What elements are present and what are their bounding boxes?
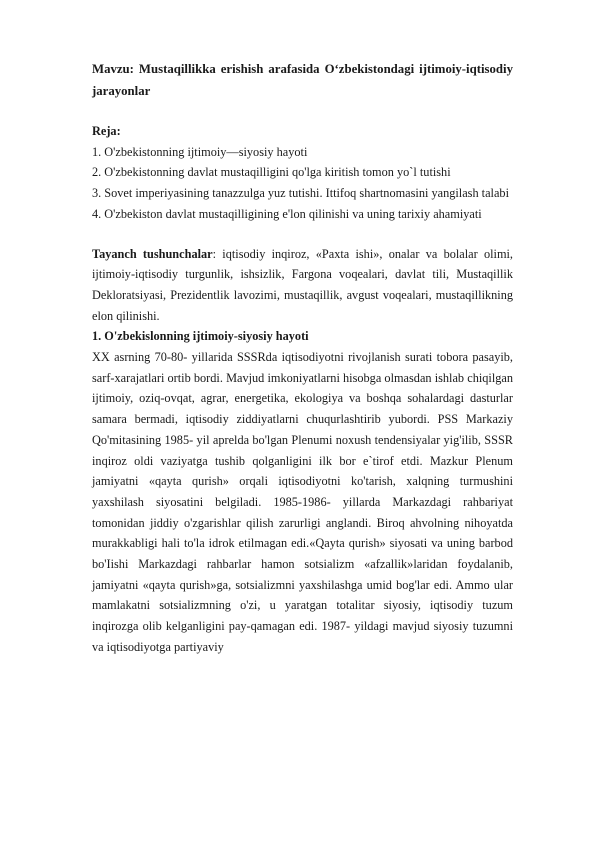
key-terms-label: Tayanch tushunchalar (92, 246, 213, 261)
document-page (92, 59, 513, 658)
plan-item-3: 3. Sovet imperiyasining tanazzulga yuz tutishi. Ittifoq shartnomasini yangilash talabi (92, 186, 509, 201)
plan-heading: Reja: (92, 124, 121, 138)
spacer (92, 102, 513, 121)
document-title: Mavzu: Mustaqillikka erishish arafasida O‘zbekistondagi ijtimoiy-iqtisodiy jarayonlar (92, 62, 513, 98)
plan-item-2: 2. O'zbekistonning davlat mustaqilligini qo'lga kiritish tomon yo`l tutishi (92, 165, 451, 180)
section-heading: 1. O'zbekislonning ijtimoiy-siyosiy hayoti (92, 329, 309, 344)
key-terms-text: : iqtisodiy inqiroz, «Paxta ishi», onalar va bolalar olimi, ijtimoiy-iqtisodiy turgunlik, ishsizlik, Fargona voqealari, davlat tili, Mustaqillik Dekloratsiyasi, Prezidentlik lavozimi, mustaqillik, avgust voqealari, mustaqillikning elon qilinishi. (92, 246, 513, 323)
plan-item-4: 4. O'zbekiston davlat mustaqilligining e'lon qilinishi va uning tarixiy ahamiyati (92, 206, 482, 221)
plan-item-1: 1. O'zbekistonning ijtimoiy—siyosiy hayoti (92, 144, 308, 159)
spacer (92, 225, 513, 244)
key-terms-paragraph (92, 244, 513, 327)
section-body: XX asrning 70-80- yillarida SSSRda iqtisodiyotni rivojlanish surati tobora pasayib, sarf-xarajatlari ortib bordi. Mavjud imkoniyatlarni hisobga olmasdan ishlab chiqilgan ijtimoiy, oziq-ovqat, agrar, energetika, ekologiya va boshqa sohalardagi dasturlar samara bermadi, iqtisodiy ziddiyatlarni chuqurlashtirib yubordi. PSS Markaziy Qo'mitasining 1985- yil aprelda bo'lgan Plenumi noxush tendensiyalar yig'ilib, SSSR inqiroz oldi vaziyatga tushib qolganligini ilk bor e`tirof etdi. Mazkur Plenum jamiyatni «qayta qurish» orqali iqtisodiyotni ko'tarish, xalqning turmushini yaxshilash siyosatini belgiladi. 1985-1986- yillarda Markazdagi rahbariyat tomonidan jiddiy o'zgarishlar qilish zarurligi anglandi. Biroq ahvolning nihoyatda murakkabligi hali to'la idrok etilmagan edi.«Qayta qurish» siyosati va uning barbod bo'Iishi Markazdagi rahbarlar hamon sotsializm «afzallik»laridan foydalanib, jamiyatni «qayta qurish»ga, sotsializmni yaxshilashga umid bog'lar edi. Ammo ular mamlakatni sotsializmning o'zi, u yaratgan totalitar siyosiy, iqtisodiy tuzum inqirozga olib kelganligini pay-qamagan edi. 1987- yildagi mavjud siyosiy tuzumni va iqtisodiyotga partiyaviy (92, 350, 513, 654)
